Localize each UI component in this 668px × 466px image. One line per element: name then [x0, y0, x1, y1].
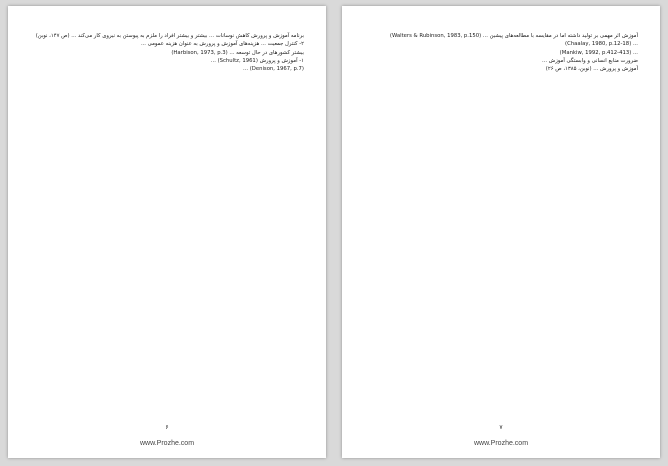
paragraph: برنامه آموزش و پرورش کاهش نوسانات ... بیشتر و بیشتر افراد را ملزم به پیوستن به نیروی کار می‌کند ... (ص ۱۴۷، نوبن) [35, 33, 304, 39]
paragraph: ... (Mankiw, 1992, p.412-413) [559, 49, 638, 56]
page-right [342, 6, 660, 458]
paragraph: ... (Chaalay, 1980, p.12-18) [565, 41, 638, 48]
page-right-text [364, 32, 638, 420]
footer-url: www.Prozhe.com [473, 440, 529, 447]
page-number: ۷ [499, 424, 503, 431]
paragraph: آموزش و پرورش ... (نوبن، ۱۳۸۵، ص ۲۶) [545, 66, 638, 72]
paragraph: ۲- کنترل جمعیت ... هزینه‌های آموزش و پرورش به عنوان هزینه عمومی ... [140, 41, 304, 48]
page-left-text [30, 32, 304, 420]
footer-url: www.Prozhe.com [139, 440, 195, 447]
paragraph: ۱- آموزش و پرورش (Schultz, 1961) ... [210, 57, 304, 64]
paragraph: ضرورت منابع انسانی و وابستگی آموزش ... [542, 57, 638, 64]
paragraph: (Denison, 1967, p.7) ... [242, 66, 304, 72]
page-number: ۶ [165, 424, 169, 431]
paragraph: آموزش اثر مهمی بر تولید داشته اما در مقایسه با مطالعه‌های پیشین ... (Walters & Rubinson, 1983, p.150) [389, 33, 638, 39]
page-left [8, 6, 326, 458]
paragraph: بیشتر کشورهای در حال توسعه ... (Harbison, 1973, p.3) [171, 49, 304, 56]
